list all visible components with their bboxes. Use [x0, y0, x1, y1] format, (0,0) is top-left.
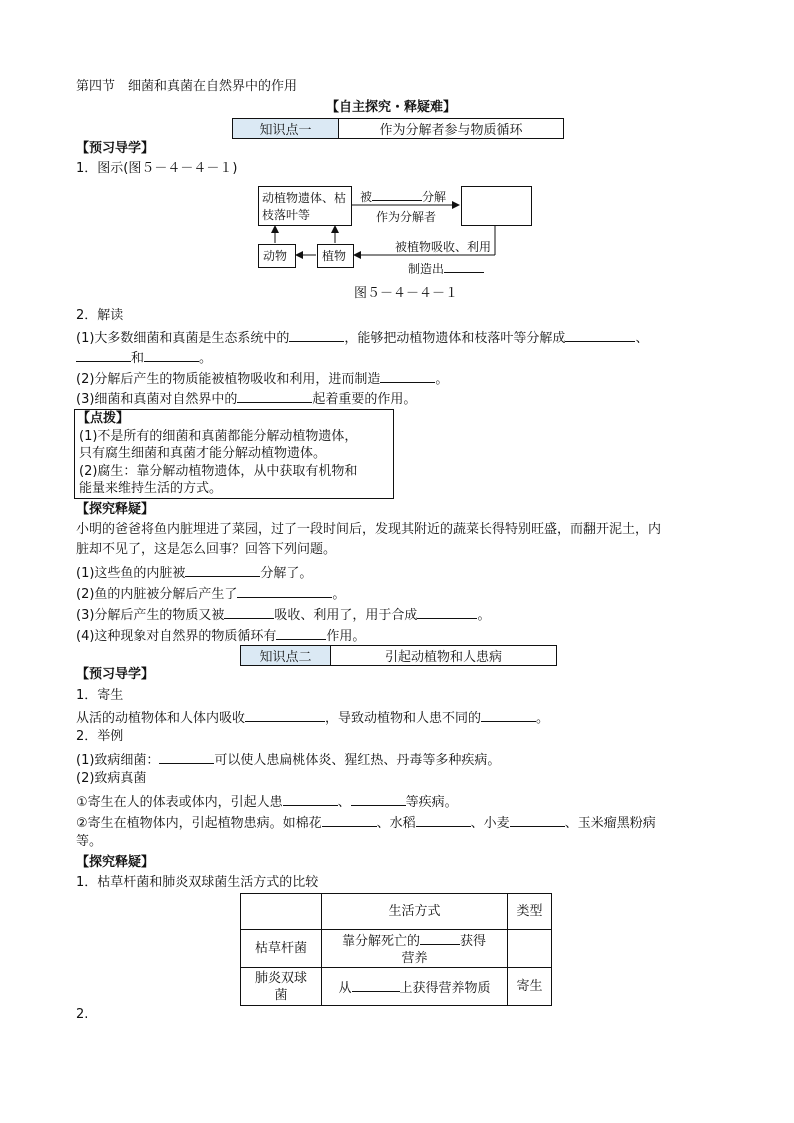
make-text: 制造出 — [408, 262, 445, 276]
interpret-1 — [76, 327, 648, 348]
question-3-b: 吸收、利用了，用于合成 — [274, 608, 418, 623]
fungi-plant-d: 、玉米瘤黑粉病 — [564, 816, 656, 831]
fungi-human-line — [76, 791, 458, 812]
table-row — [241, 930, 552, 968]
parasite-c: 。 — [536, 711, 550, 726]
blank-q2[interactable] — [237, 583, 332, 598]
question-3-a: (3)分解后产生的物质又被 — [76, 608, 225, 623]
question-2 — [76, 583, 345, 604]
table-corner-cell — [241, 894, 322, 930]
blank-fungi-1[interactable] — [283, 791, 338, 806]
bacteria-a: (1)致病细菌： — [76, 753, 160, 768]
question-4-a: (4)这种现象对自然界的物质循环有 — [76, 629, 277, 644]
blank-organic[interactable] — [380, 368, 435, 383]
fungi-human-b: 、 — [337, 795, 351, 810]
row1-name: 枯草杆菌 — [241, 930, 322, 968]
row2-type: 寄生 — [508, 968, 552, 1006]
kp2-explore-item1: 1．枯草杆菌和肺炎双球菌生活方式的比较 — [76, 875, 319, 890]
question-1-a: (1)这些鱼的内脏被 — [76, 566, 186, 581]
blank-cycle[interactable] — [237, 388, 312, 403]
fungi-plant-end: 等。 — [76, 834, 103, 849]
blank-fungi-2[interactable] — [351, 791, 406, 806]
table-header-type: 类型 — [508, 894, 552, 930]
tip-line-2: 只有腐生细菌和真菌才能分解动植物遗体。 — [79, 446, 327, 461]
interpret-3 — [76, 388, 416, 409]
tip-box — [74, 409, 394, 499]
absorb-label: 被植物吸收、利用 — [395, 240, 492, 254]
bacteria-b: 可以使人患扁桃体炎、猩红热、丹毒等多种疾病。 — [214, 753, 501, 768]
remains-line2: 枝落叶等 — [262, 208, 311, 222]
row1-type[interactable] — [508, 930, 552, 968]
parasite-a: 从活的动植物体和人体内吸收 — [76, 711, 246, 726]
row2-mode-a: 从 — [338, 980, 352, 996]
kp1-item1: 1．图示(图５－４－４－１) — [76, 161, 238, 176]
tip-line-4: 能量来维持生活的方式。 — [79, 481, 223, 496]
arrow-top-label — [360, 186, 446, 206]
question-4-b: 作用。 — [326, 629, 366, 644]
parasite-line — [76, 707, 549, 728]
kp1-explore-header: 【探究释疑】 — [76, 502, 155, 517]
interpret-3-a: (3)细菌和真菌对自然界中的 — [76, 392, 238, 407]
fungi-plant-a: ②寄生在植物体内，引起植物患病。如棉花 — [76, 816, 322, 831]
row2-name — [241, 968, 322, 1006]
kp1-item2: 2．解读 — [76, 308, 124, 323]
interpret-1-a: (1)大多数细菌和真菌是生态系统中的 — [76, 331, 290, 346]
blank-absorb[interactable] — [245, 707, 325, 722]
row2-mode-b: 上获得营养物质 — [399, 980, 491, 996]
blank-product-1[interactable] — [565, 327, 635, 342]
knowledge-point-1 — [232, 118, 564, 139]
fungi-heading: (2)致病真菌 — [76, 771, 147, 786]
table-header-row — [241, 894, 552, 930]
blank-make[interactable] — [444, 258, 484, 273]
parasite-b: ，导致动植物和人患不同的 — [325, 711, 482, 726]
fungi-plant-line — [76, 812, 656, 833]
kp1-label: 知识点一 — [233, 119, 339, 138]
question-3-c: 。 — [477, 608, 491, 623]
remains-line1: 动植物遗体、枯 — [262, 191, 347, 205]
kp2-preview-header: 【预习导学】 — [76, 667, 155, 682]
row1-mode — [322, 930, 508, 968]
question-2-b: 。 — [332, 587, 346, 602]
bacteria-line — [76, 749, 500, 770]
arrow-top-sub: 作为分解者 — [376, 210, 437, 224]
row2-name-a: 肺炎双球 — [254, 970, 307, 986]
table-header-mode: 生活方式 — [322, 894, 508, 930]
row2-name-b: 菌 — [274, 987, 288, 1003]
make-label — [408, 258, 484, 278]
fungi-plant-b: 、水稻 — [376, 816, 416, 831]
knowledge-point-2 — [240, 645, 557, 666]
explore-intro-2: 脏却不见了，这是怎么回事？回答下列问题。 — [76, 542, 337, 557]
kp2-explore-header: 【探究释疑】 — [76, 855, 155, 870]
interpret-1-e: 。 — [199, 351, 213, 366]
row1-mode-b: 获得 — [460, 934, 487, 949]
interpret-2-b: 。 — [435, 372, 449, 387]
kp2-explore-item2: 2. — [76, 1007, 89, 1022]
blank-role[interactable] — [289, 327, 344, 342]
tip-line-1: (1)不是所有的细菌和真菌都能分解动植物遗体， — [79, 429, 358, 444]
question-2-a: (2)鱼的内脏被分解后产生了 — [76, 587, 238, 602]
kp2-item1: 1．寄生 — [76, 688, 124, 703]
row1-mode-c: 营养 — [401, 951, 428, 966]
page-title: 第四节 细菌和真菌在自然界中的作用 — [76, 79, 298, 94]
blank-product-3[interactable] — [144, 347, 199, 362]
blank-q1[interactable] — [185, 562, 260, 577]
explore-intro-1: 小明的爸爸将鱼内脏埋进了菜园，过了一段时间后，发现其附近的蔬菜长得特别旺盛，而翻开泥土，内 — [76, 522, 662, 537]
section-header: 【自主探究・释疑难】 — [326, 100, 457, 115]
fungi-human-c: 等疾病。 — [405, 795, 458, 810]
animal-label: 动物 — [263, 249, 288, 263]
question-1-b: 分解了。 — [260, 566, 313, 581]
kp1-title: 作为分解者参与物质循环 — [379, 123, 523, 138]
interpret-2 — [76, 368, 448, 389]
table-row — [241, 968, 552, 1006]
kp2-label: 知识点二 — [241, 646, 331, 665]
blank-q4[interactable] — [276, 625, 326, 640]
blank-decompose[interactable] — [372, 186, 422, 201]
arrow-top-suffix: 分解 — [422, 190, 447, 204]
question-3 — [76, 604, 490, 625]
plant-label: 植物 — [322, 249, 347, 263]
row2-mode — [322, 968, 508, 1006]
blank-wheat[interactable] — [510, 812, 565, 827]
question-4 — [76, 625, 365, 646]
arrow-top-prefix: 被 — [360, 190, 373, 204]
interpret-1-cont — [76, 347, 212, 368]
blank-disease[interactable] — [481, 707, 536, 722]
row1-mode-a: 靠分解死亡的 — [342, 934, 421, 949]
tip-header: 【点拨】 — [77, 411, 130, 426]
interpret-1-b: ，能够把动植物遗体和枝落叶等分解成 — [344, 331, 566, 346]
blank-rice[interactable] — [416, 812, 471, 827]
blank-remains[interactable] — [420, 930, 460, 945]
blank-bacteria[interactable] — [159, 749, 214, 764]
interpret-1-c: 、 — [635, 331, 649, 346]
diagram-caption: 图５－４－４－１ — [354, 286, 459, 301]
comparison-table — [240, 893, 552, 1006]
fungi-plant-c: 、小麦 — [470, 816, 510, 831]
interpret-2-a: (2)分解后产生的物质能被植物吸收和利用，进而制造 — [76, 372, 381, 387]
blank-product-2[interactable] — [76, 347, 131, 362]
question-1 — [76, 562, 312, 583]
blank-host[interactable] — [352, 977, 400, 992]
blank-cotton[interactable] — [322, 812, 377, 827]
kp2-title: 引起动植物和人患病 — [384, 650, 502, 665]
interpret-3-b: 起着重要的作用。 — [312, 392, 417, 407]
blank-q3-1[interactable] — [224, 604, 274, 619]
blank-q3-2[interactable] — [417, 604, 477, 619]
kp2-item2: 2．举例 — [76, 729, 124, 744]
interpret-1-d: 和 — [131, 351, 145, 366]
kp1-preview-header: 【预习导学】 — [76, 141, 155, 156]
fungi-human-a: ①寄生在人的体表或体内，引起人患 — [76, 795, 283, 810]
tip-line-3: (2)腐生：靠分解动植物遗体，从中获取有机物和 — [79, 464, 358, 479]
